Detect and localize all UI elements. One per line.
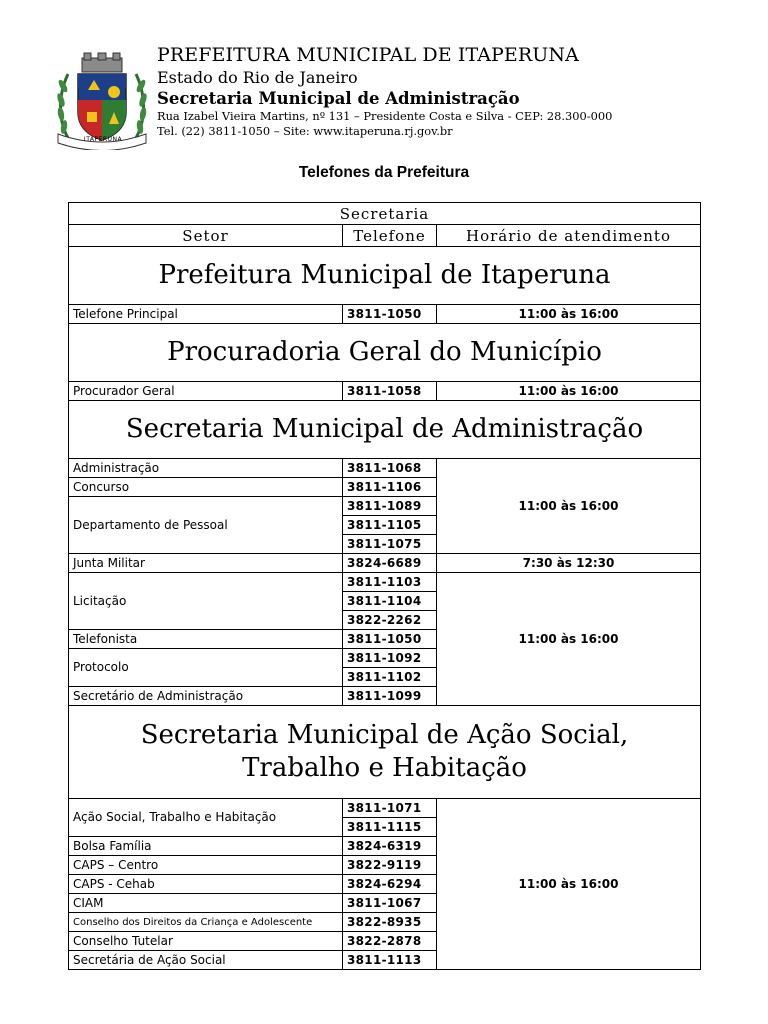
table-row (69, 459, 701, 478)
phone-cell: 3811-1068 (343, 459, 437, 478)
phone-cell: 3822-9119 (343, 856, 437, 875)
section-title-procuradoria: Procuradoria Geral do Município (69, 324, 701, 382)
section-title-row (69, 401, 701, 459)
setor-cell: Secretária de Ação Social (69, 951, 343, 970)
table-row (69, 554, 701, 573)
section-title-row (69, 324, 701, 382)
setor-cell: Ação Social, Trabalho e Habitação (69, 799, 343, 837)
header-telefone: Telefone (343, 225, 437, 247)
phone-cell: 3811-1058 (343, 382, 437, 401)
section-title-acao-social: Secretaria Municipal de Ação Social, Trabalho e Habitação (69, 706, 701, 799)
header-state: Estado do Rio de Janeiro (157, 68, 358, 87)
setor-cell: Junta Militar (69, 554, 343, 573)
setor-cell: Procurador Geral (69, 382, 343, 401)
section-title-row (69, 247, 701, 305)
phone-cell: 3824-6689 (343, 554, 437, 573)
phone-cell: 3811-1067 (343, 894, 437, 913)
header-secretaria: Secretaria (69, 203, 701, 225)
phone-cell: 3822-2262 (343, 611, 437, 630)
header-address: Rua Izabel Vieira Martins, nº 131 – Presidente Costa e Silva - CEP: 28.300-000 (157, 109, 613, 123)
phone-cell: 3811-1113 (343, 951, 437, 970)
setor-cell: Conselho Tutelar (69, 932, 343, 951)
section-title-prefeitura: Prefeitura Municipal de Itaperuna (69, 247, 701, 305)
phone-cell: 3811-1106 (343, 478, 437, 497)
phone-cell: 3811-1105 (343, 516, 437, 535)
setor-cell: CIAM (69, 894, 343, 913)
setor-cell: CAPS - Cehab (69, 875, 343, 894)
header-city-hall: PREFEITURA MUNICIPAL DE ITAPERUNA (157, 44, 579, 66)
section-title-administracao: Secretaria Municipal de Administração (69, 401, 701, 459)
setor-cell: Administração (69, 459, 343, 478)
phone-cell: 3811-1103 (343, 573, 437, 592)
phone-cell: 3811-1102 (343, 668, 437, 687)
phone-cell: 3811-1075 (343, 535, 437, 554)
setor-cell: Secretário de Administração (69, 687, 343, 706)
setor-cell: Telefonista (69, 630, 343, 649)
setor-cell: Departamento de Pessoal (69, 497, 343, 554)
phone-cell: 3811-1099 (343, 687, 437, 706)
phone-cell: 3824-6319 (343, 837, 437, 856)
document-title: Telefones da Prefeitura (298, 164, 470, 181)
phone-cell: 3824-6294 (343, 875, 437, 894)
phone-cell: 3822-2878 (343, 932, 437, 951)
phone-cell: 3811-1092 (343, 649, 437, 668)
city-crest-icon (54, 50, 150, 150)
hours-cell: 11:00 às 16:00 (437, 382, 701, 401)
setor-cell: Conselho dos Direitos da Criança e Adolescente (69, 913, 343, 932)
setor-cell: Licitação (69, 573, 343, 630)
header-contact: Tel. (22) 3811-1050 – Site: www.itaperuna.rj.gov.br (157, 124, 453, 138)
header-horario: Horário de atendimento (437, 225, 701, 247)
table-row (69, 573, 701, 592)
table-row (69, 799, 701, 818)
setor-cell: Bolsa Família (69, 837, 343, 856)
header-department: Secretaria Municipal de Administração (157, 89, 520, 108)
table-row (69, 382, 701, 401)
hours-cell: 11:00 às 16:00 (437, 799, 701, 970)
phone-cell: 3811-1089 (343, 497, 437, 516)
table-header-row (69, 225, 701, 247)
setor-cell: CAPS – Centro (69, 856, 343, 875)
phone-cell: 3811-1050 (343, 630, 437, 649)
phone-cell: 3811-1071 (343, 799, 437, 818)
table-header-secretaria-row (69, 203, 701, 225)
phone-cell: 3811-1050 (343, 305, 437, 324)
crest-ribbon-text: ITAPERUNA (83, 136, 123, 143)
hours-cell: 7:30 às 12:30 (437, 554, 701, 573)
hours-cell: 11:00 às 16:00 (437, 459, 701, 554)
hours-cell: 11:00 às 16:00 (437, 573, 701, 706)
phone-cell: 3811-1115 (343, 818, 437, 837)
phone-directory-table (68, 202, 701, 970)
phone-cell: 3811-1104 (343, 592, 437, 611)
header-setor: Setor (69, 225, 343, 247)
phone-cell: 3822-8935 (343, 913, 437, 932)
setor-cell: Protocolo (69, 649, 343, 687)
setor-cell: Telefone Principal (69, 305, 343, 324)
section-title-row (69, 706, 701, 799)
table-row (69, 305, 701, 324)
letterhead (54, 44, 734, 152)
hours-cell: 11:00 às 16:00 (437, 305, 701, 324)
setor-cell: Concurso (69, 478, 343, 497)
